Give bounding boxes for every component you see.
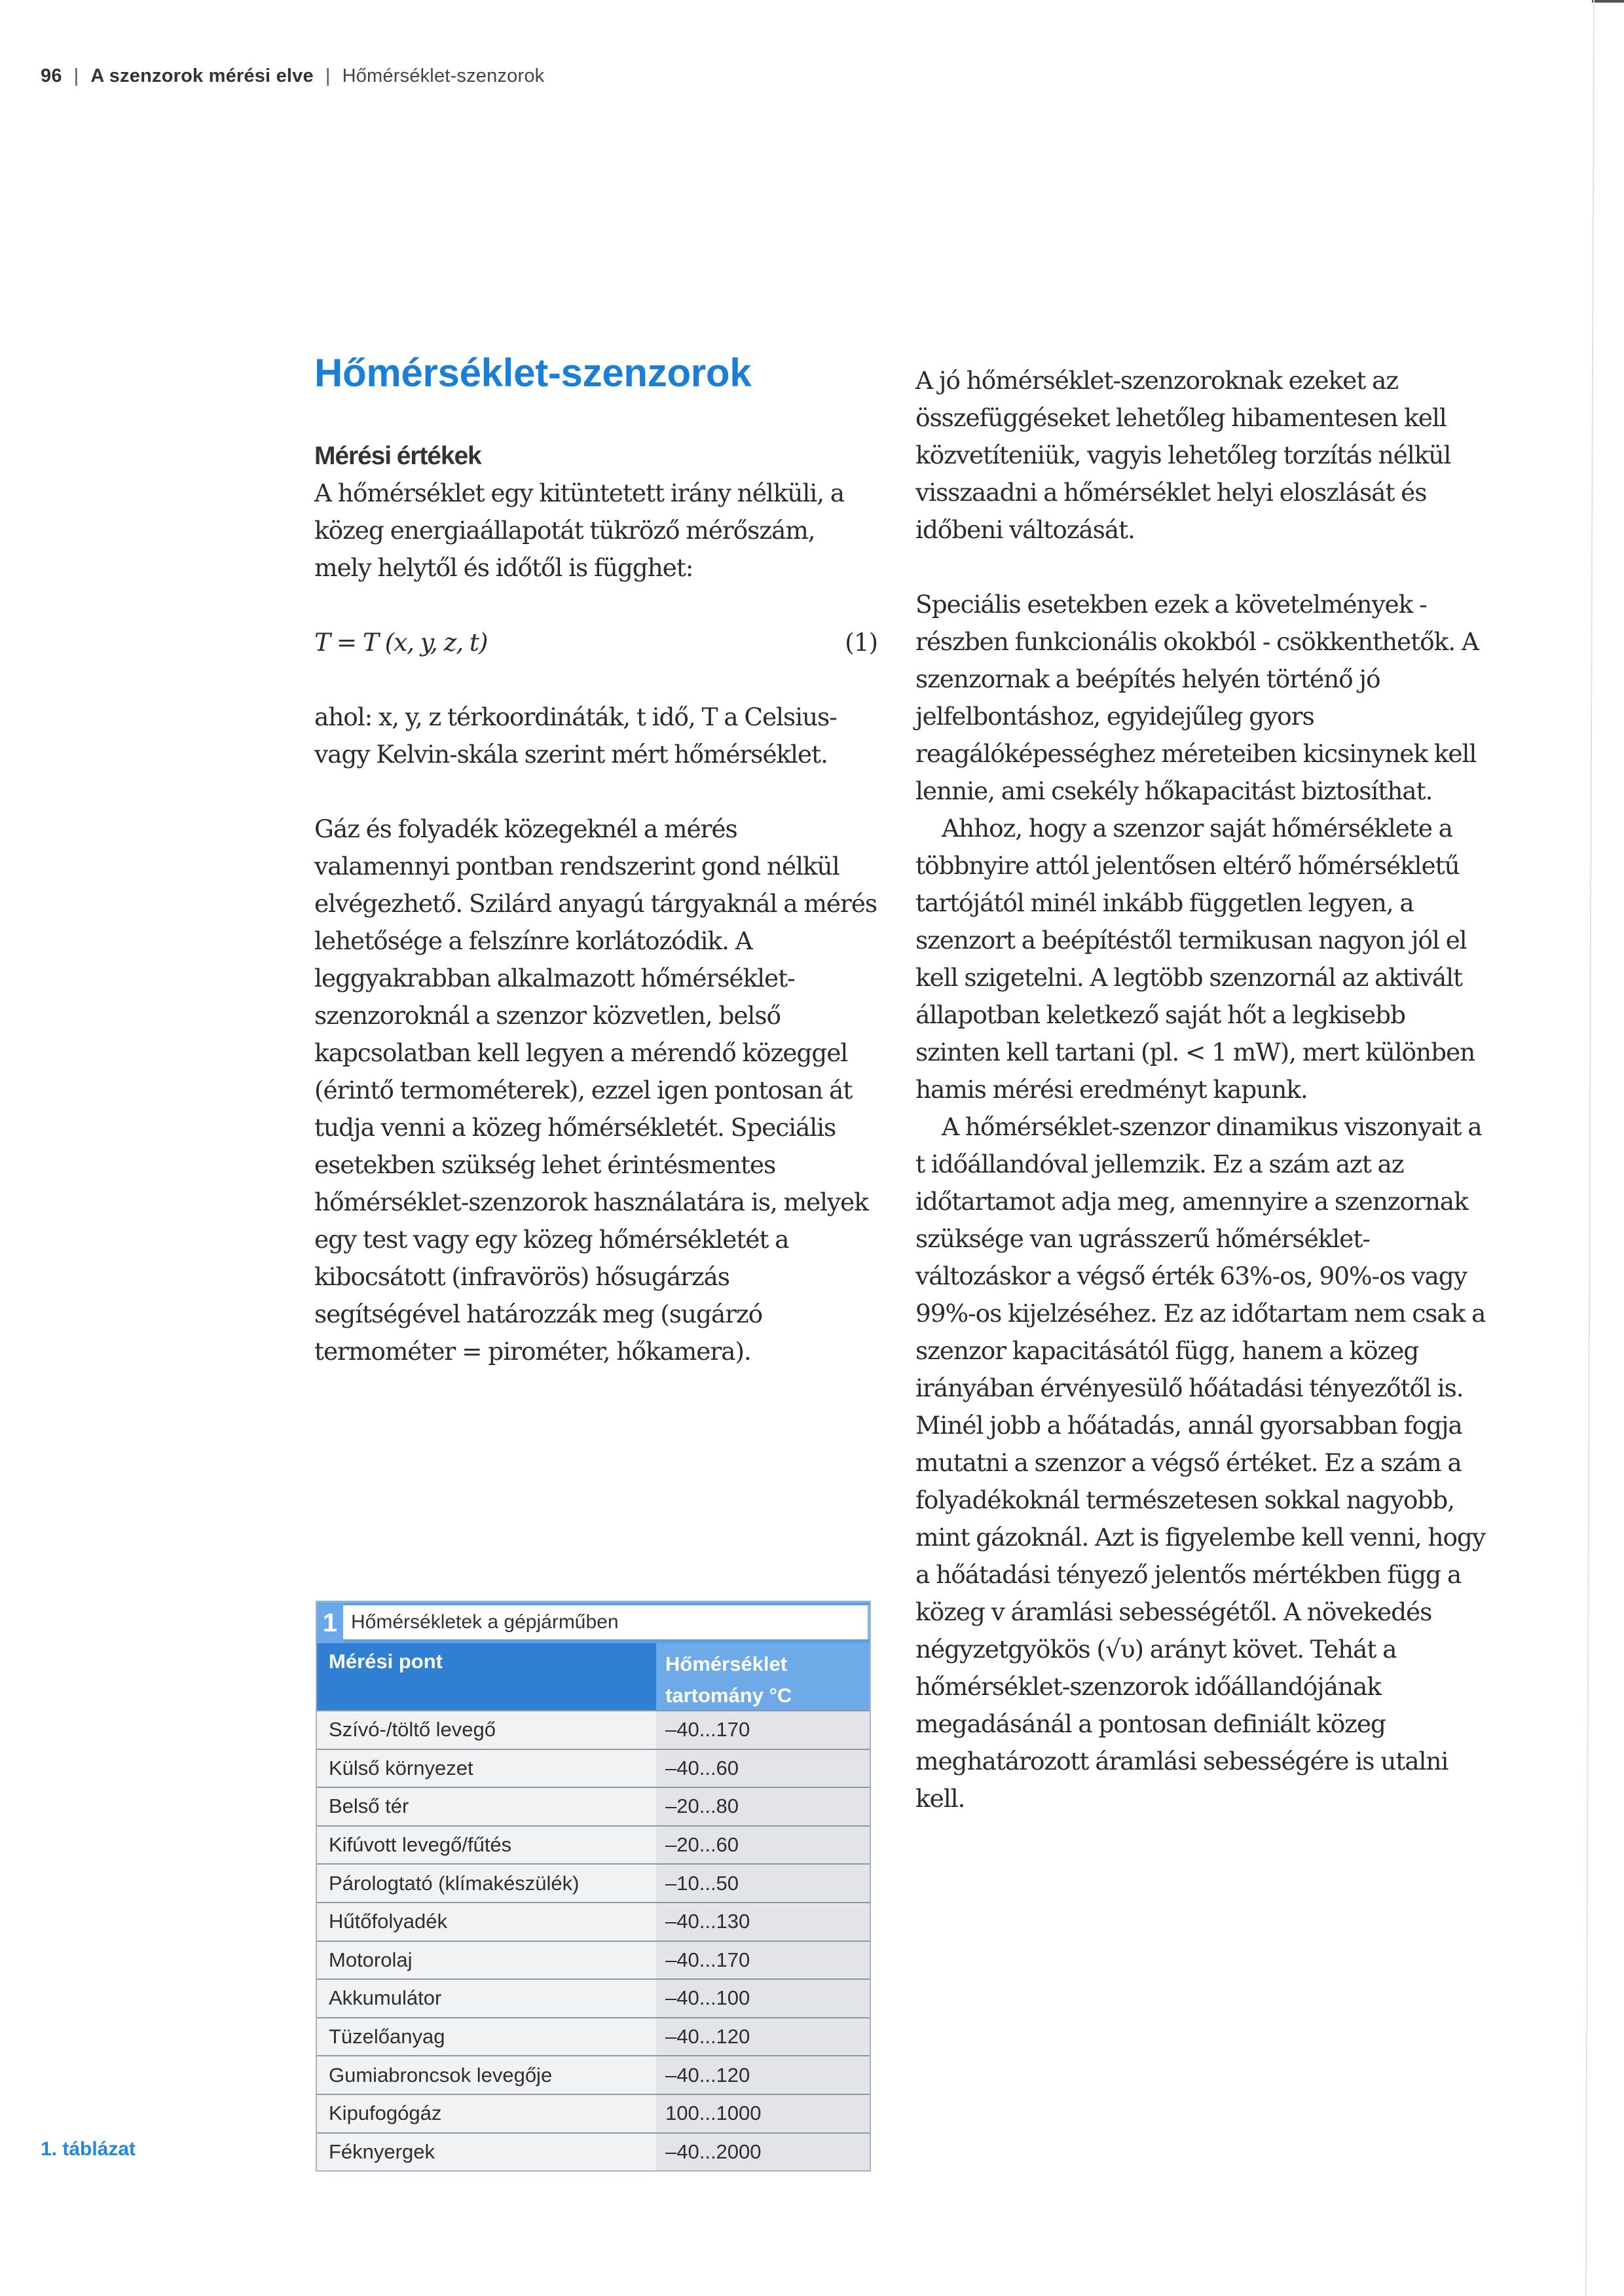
cell-range: –40...120 bbox=[656, 2056, 870, 2094]
cell-range: –40...100 bbox=[656, 1980, 870, 2017]
table-row bbox=[317, 2132, 870, 2171]
table-row bbox=[317, 2017, 870, 2056]
cell-range: 100...1000 bbox=[656, 2095, 870, 2132]
column-header-point: Mérési pont bbox=[317, 1643, 656, 1710]
table-row bbox=[317, 1863, 870, 1902]
cell-point: Külső környezet bbox=[317, 1750, 656, 1787]
cell-range: –40...60 bbox=[656, 1750, 870, 1787]
table-row bbox=[317, 1978, 870, 2017]
column-header-range bbox=[656, 1643, 870, 1710]
table-header bbox=[317, 1643, 870, 1710]
table-caption: Hőmérsékletek a gépjárműben bbox=[343, 1605, 870, 1639]
temperature-table bbox=[316, 1601, 871, 2172]
equation-number: (1) bbox=[845, 628, 877, 657]
subheading: Mérési értékek bbox=[314, 442, 481, 470]
cell-range: –40...170 bbox=[656, 1711, 870, 1749]
table-row bbox=[317, 1787, 870, 1825]
cell-range: –40...2000 bbox=[656, 2134, 870, 2171]
table-row bbox=[317, 2055, 870, 2094]
running-head bbox=[41, 65, 544, 87]
cell-range: –40...130 bbox=[656, 1903, 870, 1941]
intro-paragraph: A hőmérséklet egy kitüntetett irány nélküli, a közeg energiaállapotát tükröző mérőszám, mely helytől és időtől is függhet: bbox=[314, 479, 845, 582]
body-paragraph: A hőmérséklet-szenzor dinamikus viszonyait a t időállandóval jellemzik. Ez a szám azt az időtartamot adja meg, amennyire a szenzornak szüksége van ugrásszerű hőmérséklet-változáskor a végső érték 63%-os, 90%-os vagy 99%-os kijelzéséhez. Ez az időtartam nem csak a szenzor kapacitásától függ, hanem a közeg irányában érvényesülő hőátadási tényezőtől is. Minél jobb a hőátadás, annál gyorsabban fogja mutatni a szenzor a végső értéket. Ez a szám a folyadékoknál természetesen sokkal nagyobb, mint gázoknál. Azt is figyelembe kell venni, hogy a hőátadási tényező jelentős mértékben függ a közeg v áramlási sebességétől. A növekedés négyzetgyökös (√υ) arányt követ. Tehát a hőmérséklet-szenzorok időállandójának megadásánál a pontosan definiált közeg meghatározott áramlási sebességére is utalni kell. bbox=[915, 1112, 1486, 1813]
cell-range: –40...120 bbox=[656, 2018, 870, 2056]
cell-point: Belső tér bbox=[317, 1788, 656, 1825]
cell-range: –10...50 bbox=[656, 1865, 870, 1902]
cell-point: Szívó-/töltő levegő bbox=[317, 1711, 656, 1749]
page-number: 96 bbox=[41, 65, 62, 86]
column-header-range-line1: Hőmérséklet bbox=[665, 1652, 788, 1675]
cell-point: Féknyergek bbox=[317, 2134, 656, 2171]
cell-point: Tüzelőanyag bbox=[317, 2018, 656, 2056]
cell-point: Párologtató (klímakészülék) bbox=[317, 1865, 656, 1902]
body-paragraph: Gáz és folyadék közegeknél a mérés valamennyi pontban rendszerint gond nélkül elvégezhető. Szilárd anyagú tárgyaknál a mérés lehetősége a felszínre korlátozódik. A leggyakrabban alkalmazott hőmérséklet-szenzoroknál a szenzor közvetlen, belső kapcsolatban kell legyen a mérendő közeggel (érintő termométerek), ezzel igen pontosan át tudja venni a közeg hőmérsékletét. Speciális esetekben szükség lehet érintésmentes hőmérséklet-szenzorok használatára is, melyek egy test vagy egy közeg hőmérsékletét a kibocsátott (infravörös) hősugárzás segítségével határozzák meg (sugárzó termométer = pirométer, hőkamera). bbox=[314, 814, 877, 1366]
table-row bbox=[317, 1902, 870, 1941]
column-header-range-line2: tartomány °C bbox=[665, 1684, 792, 1707]
page-edge bbox=[1585, 0, 1595, 2296]
table-row bbox=[317, 2094, 870, 2132]
section-title: Hőmérséklet-szenzorok bbox=[342, 65, 545, 86]
separator: | bbox=[325, 65, 331, 86]
table-row bbox=[317, 1825, 870, 1864]
table-row bbox=[317, 1941, 870, 1979]
table-title-bar bbox=[317, 1601, 870, 1643]
cell-point: Kipufogógáz bbox=[317, 2095, 656, 2132]
page-title: Hőmérséklet-szenzorok bbox=[314, 351, 752, 395]
cell-point: Kifúvott levegő/fűtés bbox=[317, 1827, 656, 1864]
table-side-label: 1. táblázat bbox=[41, 2138, 136, 2160]
cell-point: Gumiabroncsok levegője bbox=[317, 2056, 656, 2094]
cell-range: –40...170 bbox=[656, 1942, 870, 1979]
equation bbox=[314, 624, 877, 661]
left-column bbox=[314, 347, 877, 1370]
equation-formula: T = T (x, y, z, t) bbox=[314, 628, 488, 657]
table-number: 1 bbox=[317, 1603, 343, 1643]
cell-point: Akkumulátor bbox=[317, 1980, 656, 2017]
table-row bbox=[317, 1710, 870, 1749]
separator: | bbox=[73, 65, 79, 86]
page-edge-top bbox=[1592, 0, 1624, 3]
body-paragraph: Ahhoz, hogy a szenzor saját hőmérséklete a többnyire attól jelentősen eltérő hőmérsékletű tartójától minél inkább független legyen, a szenzort a beépítéstől termikusan nagyon jól el kell szigetelni. A legtöbb szenzornál az aktivált állapotban keletkező saját hőt a legkisebb szinten kell tartani (pl. < 1 mW), mert különben hamis mérési eredményt kapunk. bbox=[915, 814, 1475, 1104]
right-column bbox=[915, 362, 1492, 1817]
cell-range: –20...80 bbox=[656, 1788, 870, 1825]
cell-range: –20...60 bbox=[656, 1827, 870, 1864]
body-paragraph: Speciális esetekben ezek a követelmények - részben funkcionális okokból - csökkenthetők. A szenzornak a beépítés helyén történő jó jelfelbontáshoz, egyidejűleg gyors reagálóképességhez méreteiben kicsinynek kell lennie, ami csekély hőkapacitást biztosíthat. bbox=[915, 590, 1479, 805]
cell-point: Motorolaj bbox=[317, 1942, 656, 1979]
table-row bbox=[317, 1749, 870, 1787]
body-paragraph: A jó hőmérséklet-szenzoroknak ezeket az összefüggéseket lehetőleg hibamentesen kell közvetíteniük, vagyis lehetőleg torzítás nélkül visszaadni a hőmérséklet helyi eloszlását és időbeni változását. bbox=[915, 366, 1451, 544]
chapter-title: A szenzorok mérési elve bbox=[90, 65, 314, 86]
cell-point: Hűtőfolyadék bbox=[317, 1903, 656, 1941]
where-paragraph: ahol: x, y, z térkoordináták, t idő, T a Celsius- vagy Kelvin-skála szerint mért hőmérséklet. bbox=[314, 702, 837, 769]
